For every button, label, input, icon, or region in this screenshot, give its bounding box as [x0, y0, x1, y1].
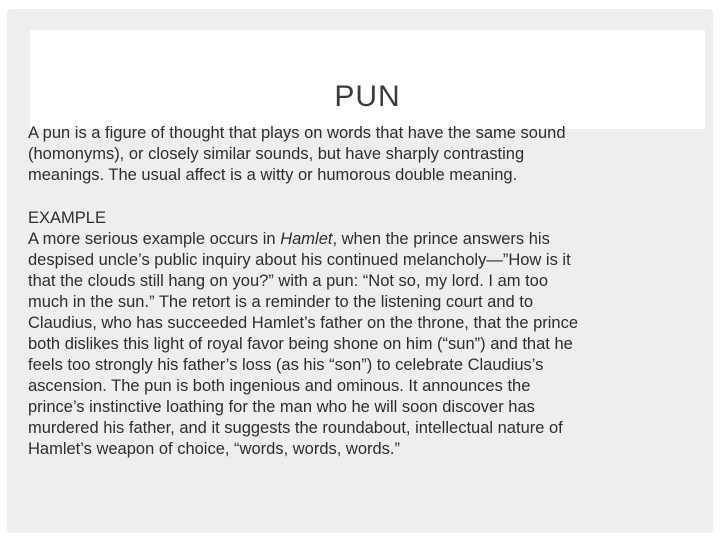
example-line: much in the sun.” The retort is a reminder to the listening court and to	[28, 293, 534, 311]
example-line: Claudius, who has succeeded Hamlet’s father on the throne, that the prince	[28, 314, 579, 332]
example-paragraph	[28, 229, 700, 460]
hamlet-title: Hamlet	[280, 230, 333, 248]
slide-body	[28, 123, 700, 460]
example-line-end: , when the prince answers his	[332, 230, 550, 248]
example-line: both dislikes this light of royal favor being shone on him (“sun”) and that he	[28, 335, 573, 353]
example-line: ascension. The pun is both ingenious and ominous. It announces the	[28, 377, 531, 395]
title-box	[30, 30, 705, 129]
definition-paragraph	[28, 123, 700, 186]
definition-line: meanings. The usual affect is a witty or humorous double meaning.	[28, 166, 518, 184]
example-line-start: A more serious example occurs in	[28, 230, 281, 248]
definition-line: (homonyms), or closely similar sounds, but have sharply contrasting	[28, 145, 525, 163]
definition-line: A pun is a figure of thought that plays on words that have the same sound	[28, 124, 566, 142]
example-line: murdered his father, and it suggests the roundabout, intellectual nature of	[28, 419, 563, 437]
example-line	[28, 229, 700, 250]
example-line: that the clouds still hang on you?” with a pun: “Not so, my lord. I am too	[28, 272, 549, 290]
example-line: prince’s instinctive loathing for the man who he will soon discover has	[28, 398, 535, 416]
example-line: Hamlet’s weapon of choice, “words, words, words.”	[28, 440, 401, 458]
example-line: despised uncle’s public inquiry about his continued melancholy—”How is it	[28, 251, 571, 269]
example-line: feels too strongly his father’s loss (as his “son”) to celebrate Claudius’s	[28, 356, 544, 374]
example-heading: EXAMPLE	[28, 209, 106, 227]
slide-title: PUN	[334, 80, 401, 113]
